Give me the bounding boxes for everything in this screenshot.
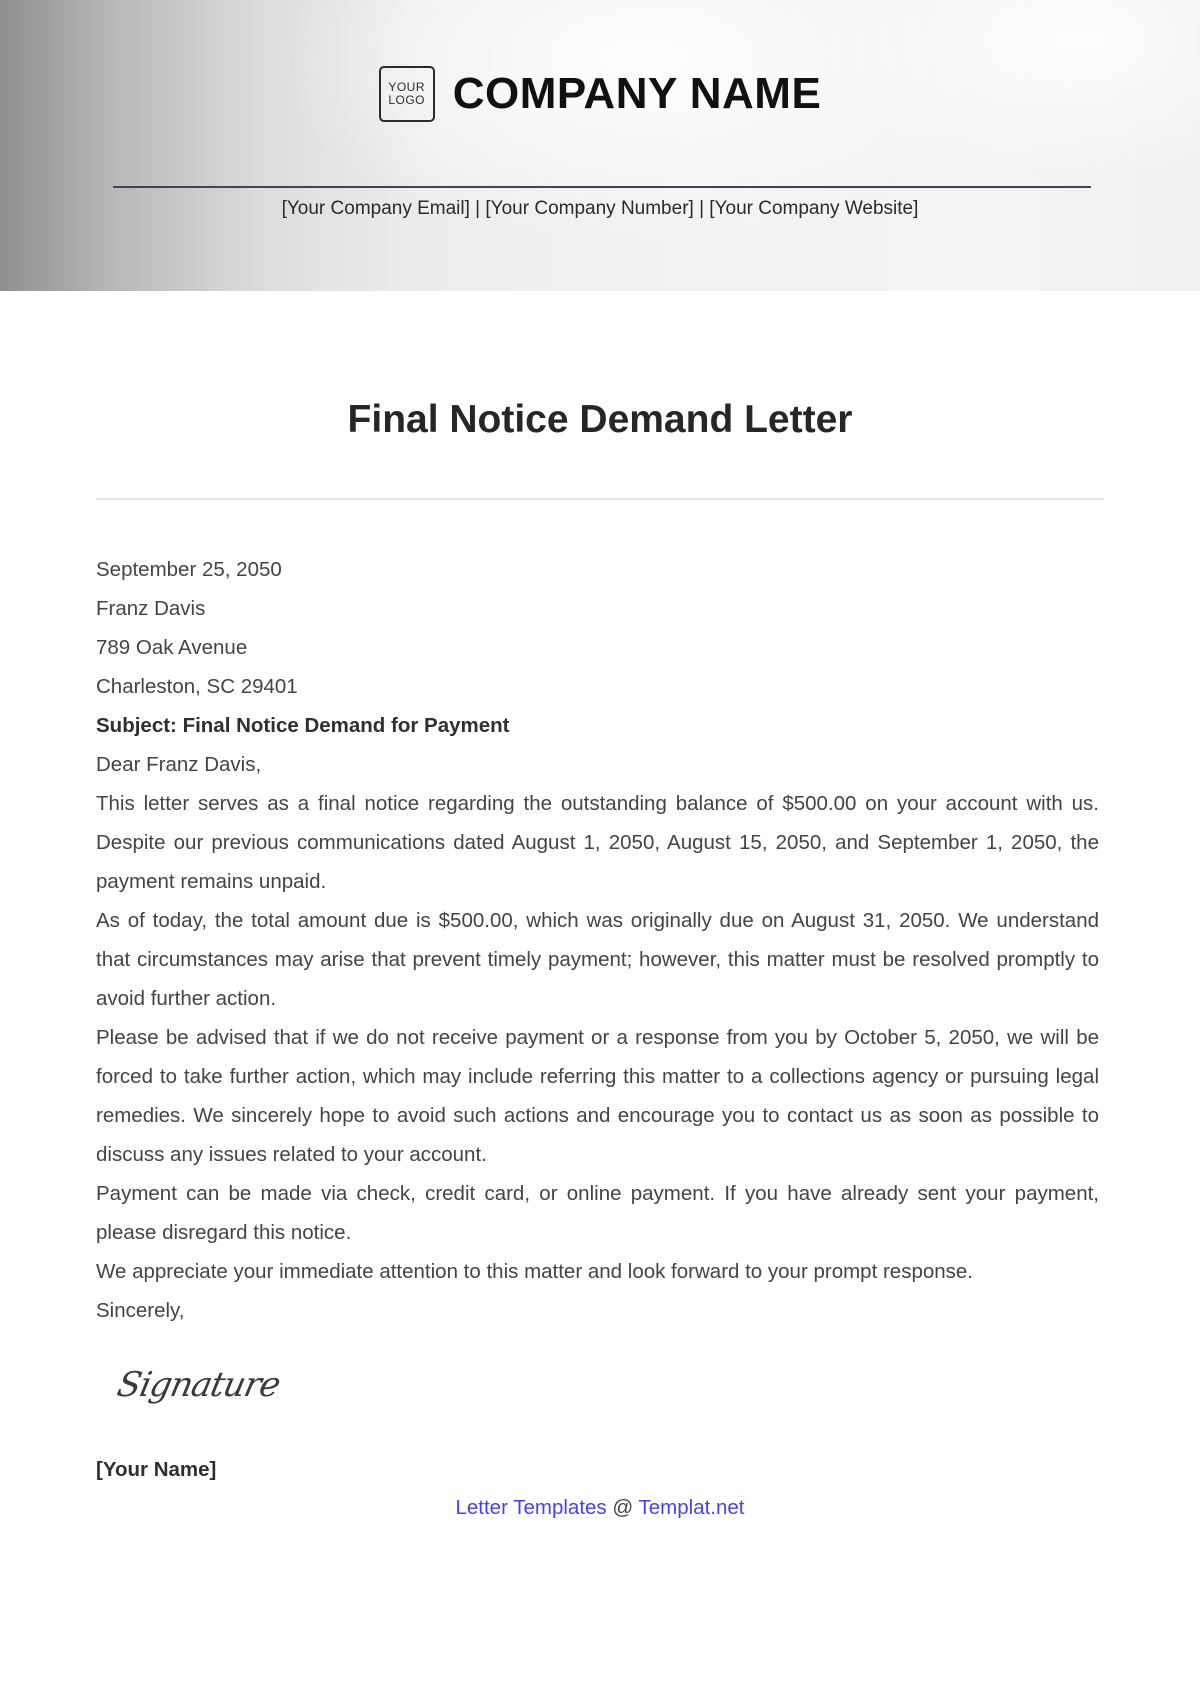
company-name: COMPANY NAME (452, 69, 822, 118)
letter-date: September 25, 2050 (96, 558, 282, 581)
recipient-address-line1: 789 Oak Avenue (96, 636, 248, 659)
body-paragraph-1: This letter serves as a final notice regarding the outstanding balance of $500.00 on your account with us. Despite our previous communications dated August 1, 2050, August 15, 2050, and September 1, 2050, the payment remains unpaid. (96, 792, 1099, 893)
recipient-address-line2: Charleston, SC 29401 (96, 675, 298, 698)
letterhead (0, 0, 1200, 291)
document-title: Final Notice Demand Letter (347, 398, 853, 441)
body-paragraph-3: Please be advised that if we do not receive payment or a response from you by October 5, 2050, we will be forced to take further action, which may include referring this matter to a collections agency or pursuing legal remedies. We sincerely hope to avoid such actions and encourage you to contact us as soon as possible to discuss any issues related to your account. (96, 1026, 1099, 1166)
letter-body (96, 550, 1099, 1330)
logo-text-line1: YOUR (388, 80, 426, 94)
header-divider (113, 186, 1091, 188)
footer-separator: @ (606, 1496, 639, 1519)
company-contact-line: [Your Company Email] | [Your Company Number] | [Your Company Website] (281, 198, 919, 219)
letter-templates-link[interactable]: Letter Templates (455, 1496, 607, 1519)
body-paragraph-5: We appreciate your immediate attention to this matter and look forward to your prompt response. (96, 1260, 974, 1283)
title-divider (96, 498, 1104, 500)
logo-text-line2: LOGO (388, 93, 426, 107)
letter-closing: Sincerely, (96, 1299, 185, 1322)
letter-subject: Subject: Final Notice Demand for Payment (96, 714, 510, 737)
templat-net-link[interactable]: Templat.net (638, 1496, 745, 1519)
brand (0, 66, 1200, 122)
footer-attribution (0, 1496, 1200, 1520)
letter-salutation: Dear Franz Davis, (96, 753, 262, 776)
logo-placeholder (379, 66, 435, 122)
recipient-name: Franz Davis (96, 597, 206, 620)
body-paragraph-2: As of today, the total amount due is $500.00, which was originally due on August 31, 2050. We understand that circumstances may arise that prevent timely payment; however, this matter must be resolved promptly to avoid further action. (96, 909, 1099, 1010)
body-paragraph-4: Payment can be made via check, credit card, or online payment. If you have already sent your payment, please disregard this notice. (96, 1182, 1099, 1244)
signer-name: [Your Name] (96, 1458, 217, 1481)
signature: Signature (113, 1365, 284, 1405)
